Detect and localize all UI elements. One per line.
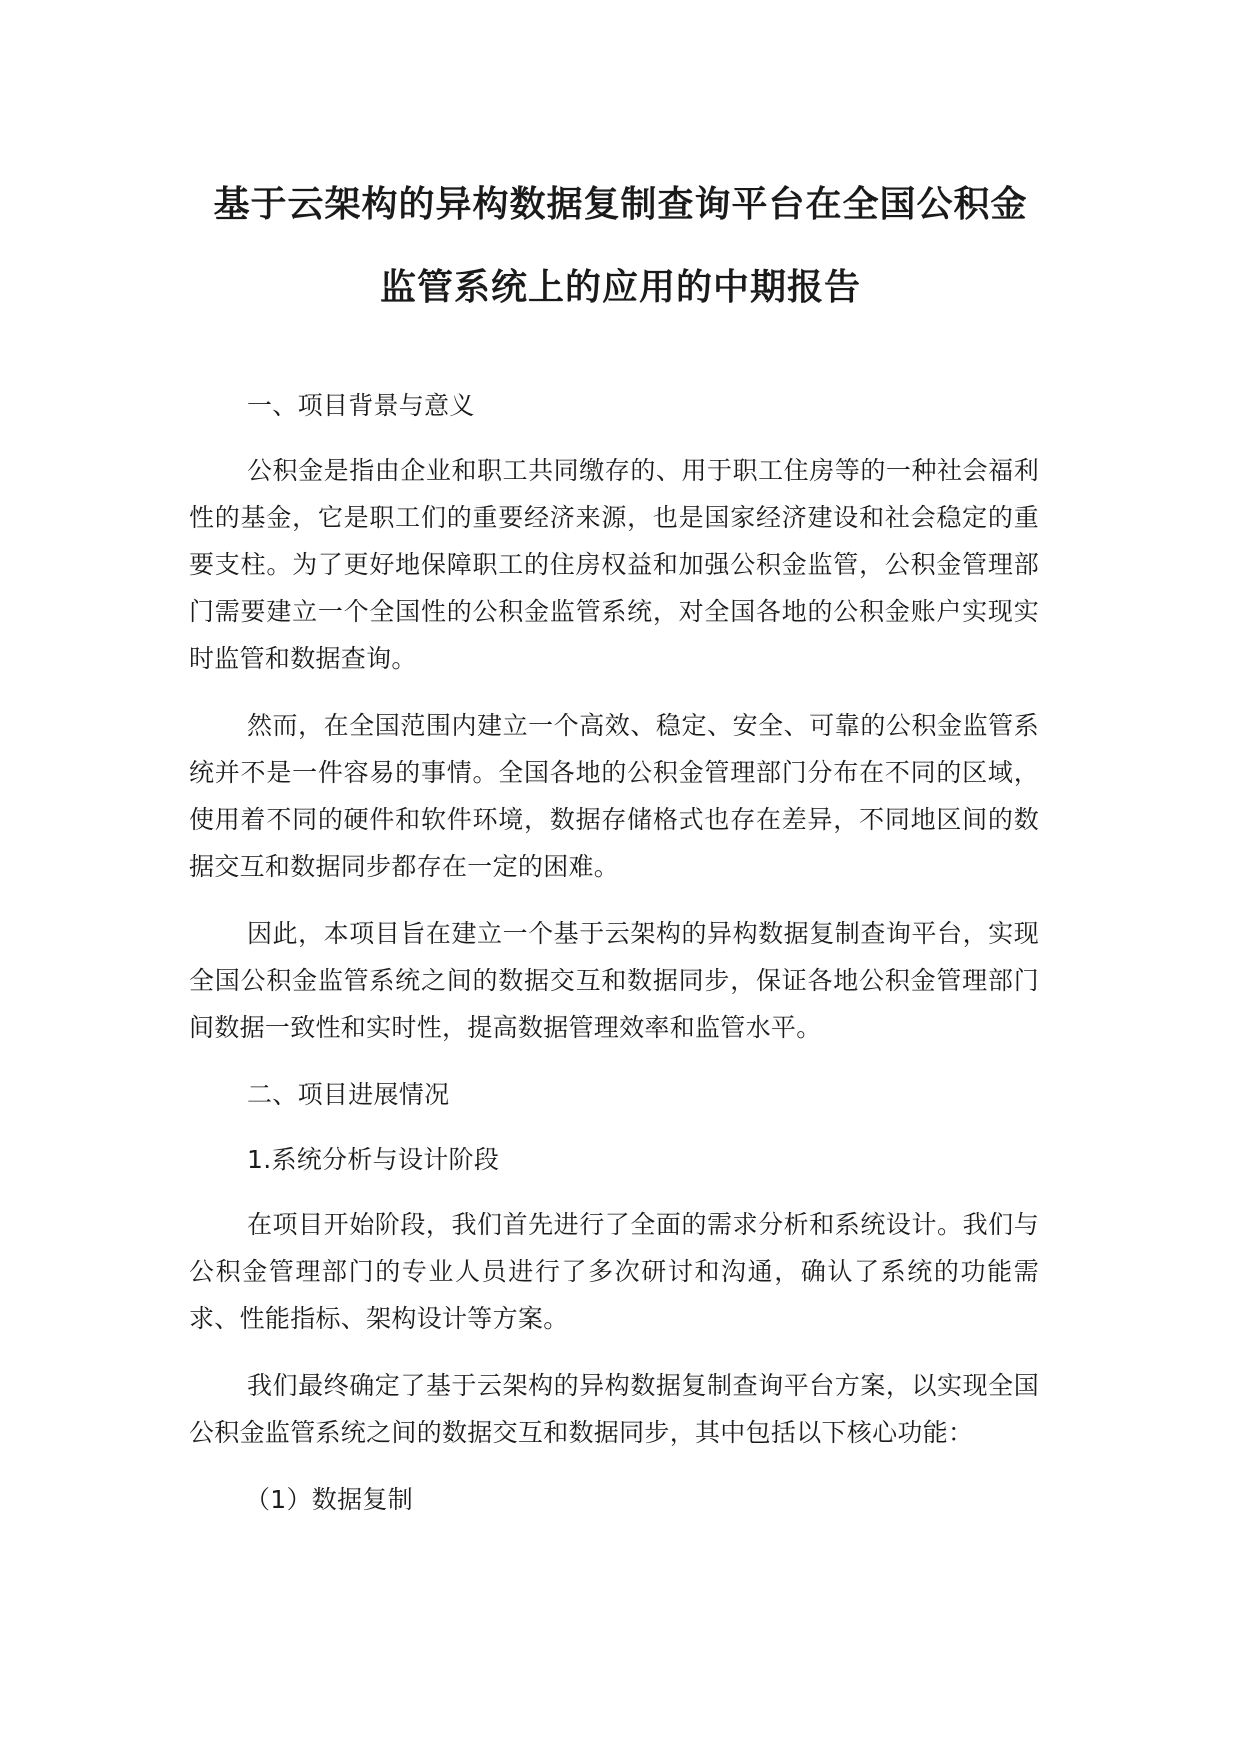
subsection-1-heading: 1.系统分析与设计阶段 bbox=[247, 1145, 500, 1174]
section-1-heading: 一、项目背景与意义 bbox=[247, 391, 475, 420]
list-item-data-replication: （1）数据复制 bbox=[245, 1485, 414, 1514]
document-title-line-2: 监管系统上的应用的中期报告 bbox=[379, 267, 861, 308]
document-body bbox=[189, 382, 1039, 1541]
section-2-heading: 二、项目进展情况 bbox=[247, 1080, 450, 1109]
paragraph: 我们最终确定了基于云架构的异构数据复制查询平台方案，以实现全国公积金监管系统之间的数据交互和数据同步，其中包括以下核心功能： bbox=[189, 1371, 1039, 1447]
paragraph: 公积金是指由企业和职工共同缴存的、用于职工住房等的一种社会福利性的基金，它是职工们的重要经济来源，也是国家经济建设和社会稳定的重要支柱。为了更好地保障职工的住房权益和加强公积金监管，公积金管理部门需要建立一个全国性的公积金监管系统，对全国各地的公积金账户实现实时监管和数据查询。 bbox=[189, 456, 1039, 673]
document-title-line-1: 基于云架构的异构数据复制查询平台在全国公积金 bbox=[213, 184, 1028, 225]
paragraph: 因此，本项目旨在建立一个基于云架构的异构数据复制查询平台，实现全国公积金监管系统之间的数据交互和数据同步，保证各地公积金管理部门间数据一致性和实时性，提高数据管理效率和监管水平。 bbox=[189, 919, 1039, 1042]
paragraph: 在项目开始阶段，我们首先进行了全面的需求分析和系统设计。我们与公积金管理部门的专业人员进行了多次研讨和沟通，确认了系统的功能需求、性能指标、架构设计等方案。 bbox=[189, 1210, 1039, 1333]
paragraph: 然而，在全国范围内建立一个高效、稳定、安全、可靠的公积金监管系统并不是一件容易的事情。全国各地的公积金管理部门分布在不同的区域，使用着不同的硬件和软件环境，数据存储格式也存在差异，不同地区间的数据交互和数据同步都存在一定的困难。 bbox=[189, 711, 1039, 881]
